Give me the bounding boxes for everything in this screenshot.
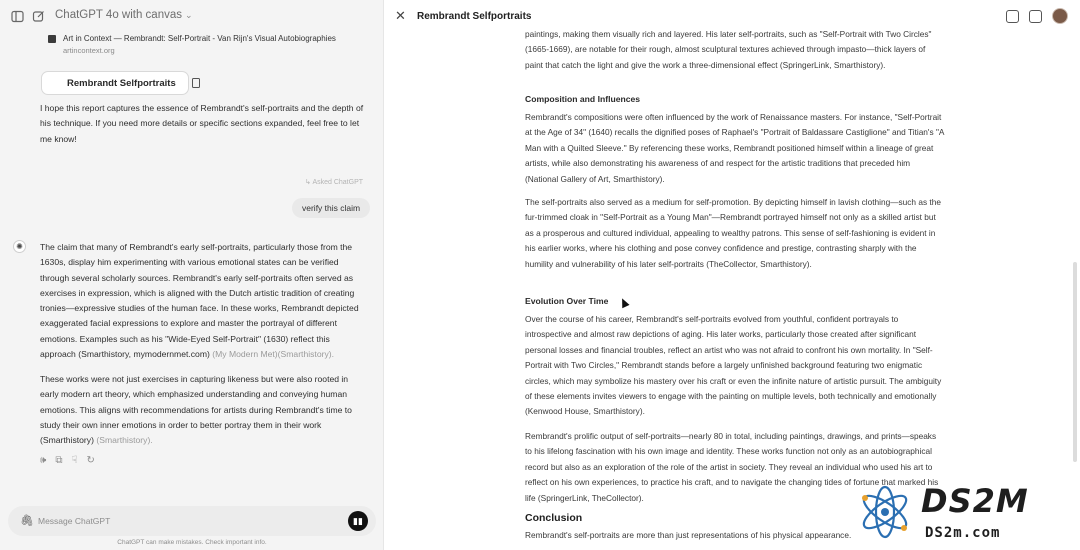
- regenerate-icon[interactable]: ↻: [86, 455, 95, 466]
- chat-pane: [0, 0, 384, 550]
- canvas-paragraph: Rembrandt's prolific output of self-portraits—nearly 80 in total, including paintings, drawings, and prints—speaks to his lifelong fascination with his own image and identity. These works function not only as an autobiographical record but also as an exploration of the role of the artist in society. They reveal an individual who used his art to reflect on his own experiences, to practice his craft, and to navigate the changing tides of fortune that marked his life (SpringerLink, TheCollector).: [525, 431, 939, 503]
- canvas-paragraph: Rembrandt's compositions were often influenced by the work of Renaissance masters. For instance, "Self-Portrait at the Age of 34" (1640) recalls the dignified poses of Raphael's "Portrait of Baldassare Castiglione" and Titian's "A Man with a Quilted Sleeve." By referencing these works, Rembrandt positioned himself within a lineage of great artists, while also demonstrating his awareness of and respect for the artistic traditions that preceded him (National Gallery of Art, Smarthistory).: [525, 112, 944, 184]
- citation-link[interactable]: (Smarthistory).: [96, 435, 153, 446]
- close-icon[interactable]: ✕: [395, 8, 406, 23]
- canvas-paragraph: paintings, making them visually rich and layered. His later self-portraits, such as "Self-Portrait with Two Circles" (1665-1669), are notable for their rough, almost sculptural textures achieved through impasto—thick layers of paint that catch the light and give the work a three-dimensional effect (SpringerLink, Smarthistory).: [525, 29, 932, 70]
- source-domain: artincontext.org: [63, 46, 115, 55]
- document-icon: [192, 78, 200, 88]
- scrollbar[interactable]: [1073, 262, 1077, 462]
- disclaimer-text: ChatGPT can make mistakes. Check important info.: [117, 539, 267, 546]
- assistant-message-text: These works were not just exercises in capturing likeness but were also rooted in early modern art theory, which emphasized understanding and conveying human emotions. This aligns with recommendations for artists during Rembrandt's time to study their own inner emotions in order to better portray them in their work (Smarthistory): [40, 374, 352, 446]
- user-message-bubble: verify this claim: [292, 198, 370, 218]
- code-view-icon[interactable]: [1006, 10, 1019, 23]
- canvas-pane: [385, 0, 1080, 550]
- atom-logo-icon: [857, 484, 913, 540]
- composer-placeholder[interactable]: Message ChatGPT: [38, 516, 111, 526]
- chevron-down-icon: ⌄: [185, 10, 193, 20]
- copy-icon[interactable]: ⧉: [55, 455, 63, 466]
- model-selector[interactable]: [55, 9, 193, 21]
- message-actions: [40, 455, 95, 466]
- read-aloud-icon[interactable]: 🕪: [40, 455, 47, 466]
- assistant-message: [40, 372, 368, 448]
- section-heading: Evolution Over Time: [525, 296, 609, 306]
- favicon-icon: [48, 35, 56, 43]
- assistant-message: [40, 240, 368, 362]
- canvas-title: Rembrandt Selfportraits: [417, 11, 532, 22]
- avatar[interactable]: [1052, 8, 1068, 24]
- source-title[interactable]: Art in Context — Rembrandt: Self-Portrait - Van Rijn's Visual Autobiographies: [63, 34, 336, 43]
- canvas-doc-chip[interactable]: [41, 71, 189, 95]
- asked-chatgpt-label: ↳ Asked ChatGPT: [305, 179, 364, 186]
- canvas-paragraph: Rembrandt's self-portraits are more than just representations of his physical appearance.: [525, 530, 852, 540]
- section-heading: Composition and Influences: [525, 94, 641, 104]
- copy-document-icon[interactable]: [1029, 10, 1042, 23]
- model-label: ChatGPT 4o with canvas: [55, 9, 182, 21]
- canvas-paragraph: The self-portraits also served as a medium for self-promotion. By depicting himself in lavish clothing—such as the fur-trimmed cloak in "Self-Portrait as a Young Man"—Rembrandt portrayed himself not only as a skilled artist but as a prosperous and cultured individual, appealing to wealthy patrons. This sense of self-fashioning is evident in his earlier works, where his clothing and pose convey confidence and prestige, contrasting sharply with the humility and vulnerability of his later self-portraits (TheCollector, Smarthistory).: [525, 197, 941, 269]
- thumbs-down-icon[interactable]: ☟: [71, 455, 78, 466]
- watermark-url: DS2m.com: [925, 525, 1001, 541]
- canvas-chip-label: Rembrandt Selfportraits: [67, 77, 176, 89]
- assistant-message-text: The claim that many of Rembrandt's early self-portraits, particularly those from the 1630s, display him experimenting with various emotional states can be verified through several scholarly sources. Rembrandt's early self-portraits often served as exercises in expression, which is aligned with the Dutch artistic tradition of creating tronies—expressive studies of the human face. In these works, Rembrandt depicted exaggerated facial expressions to explore and master the portrayal of different emotions. Examples such as his "Wide-Eyed Self-Portrait" (1630) reflect this approach (Smarthistory, mymodernmet.com): [40, 242, 359, 360]
- section-heading: Conclusion: [525, 512, 583, 524]
- chat-topbar: [0, 0, 384, 34]
- voice-mode-icon[interactable]: ▮▮: [348, 511, 368, 531]
- watermark-text: DS2M: [921, 482, 1029, 520]
- watermark-logo: [855, 478, 1070, 548]
- assistant-message: I hope this report captures the essence of Rembrandt's self-portraits and the depth of his technique. If you need more details or specific sections expanded, feel free to let me know!: [40, 103, 364, 144]
- new-chat-icon[interactable]: [31, 9, 45, 23]
- canvas-toolbar: [1006, 8, 1068, 24]
- citation-link[interactable]: (My Modern Met)(Smarthistory).: [212, 349, 335, 360]
- message-composer[interactable]: [8, 506, 376, 536]
- chatgpt-avatar-icon: ✺: [13, 240, 26, 253]
- sidebar-toggle-icon[interactable]: [10, 9, 24, 23]
- source-citation[interactable]: [48, 34, 368, 55]
- mouse-pointer-icon: [618, 297, 629, 309]
- canvas-paragraph: Over the course of his career, Rembrandt's self-portraits evolved from youthful, confident portrayals to introspective and almost raw depictions of aging. His later works, particularly those created after significant personal losses and financial troubles, reflect an artist who was not afraid to confront his own mortality. In "Self-Portrait with Two Circles," Rembrandt stands before a largely unfinished background featuring two enigmatic circles, which may symbolize his mastery over his craft or even the infinite nature of artistic pursuit. The ambiguity of these elements invites viewers to engage with the painting on multiple levels, both technically and emotionally (Kenwood House, Smarthistory).: [525, 314, 942, 417]
- attach-icon[interactable]: 🖇: [20, 515, 34, 527]
